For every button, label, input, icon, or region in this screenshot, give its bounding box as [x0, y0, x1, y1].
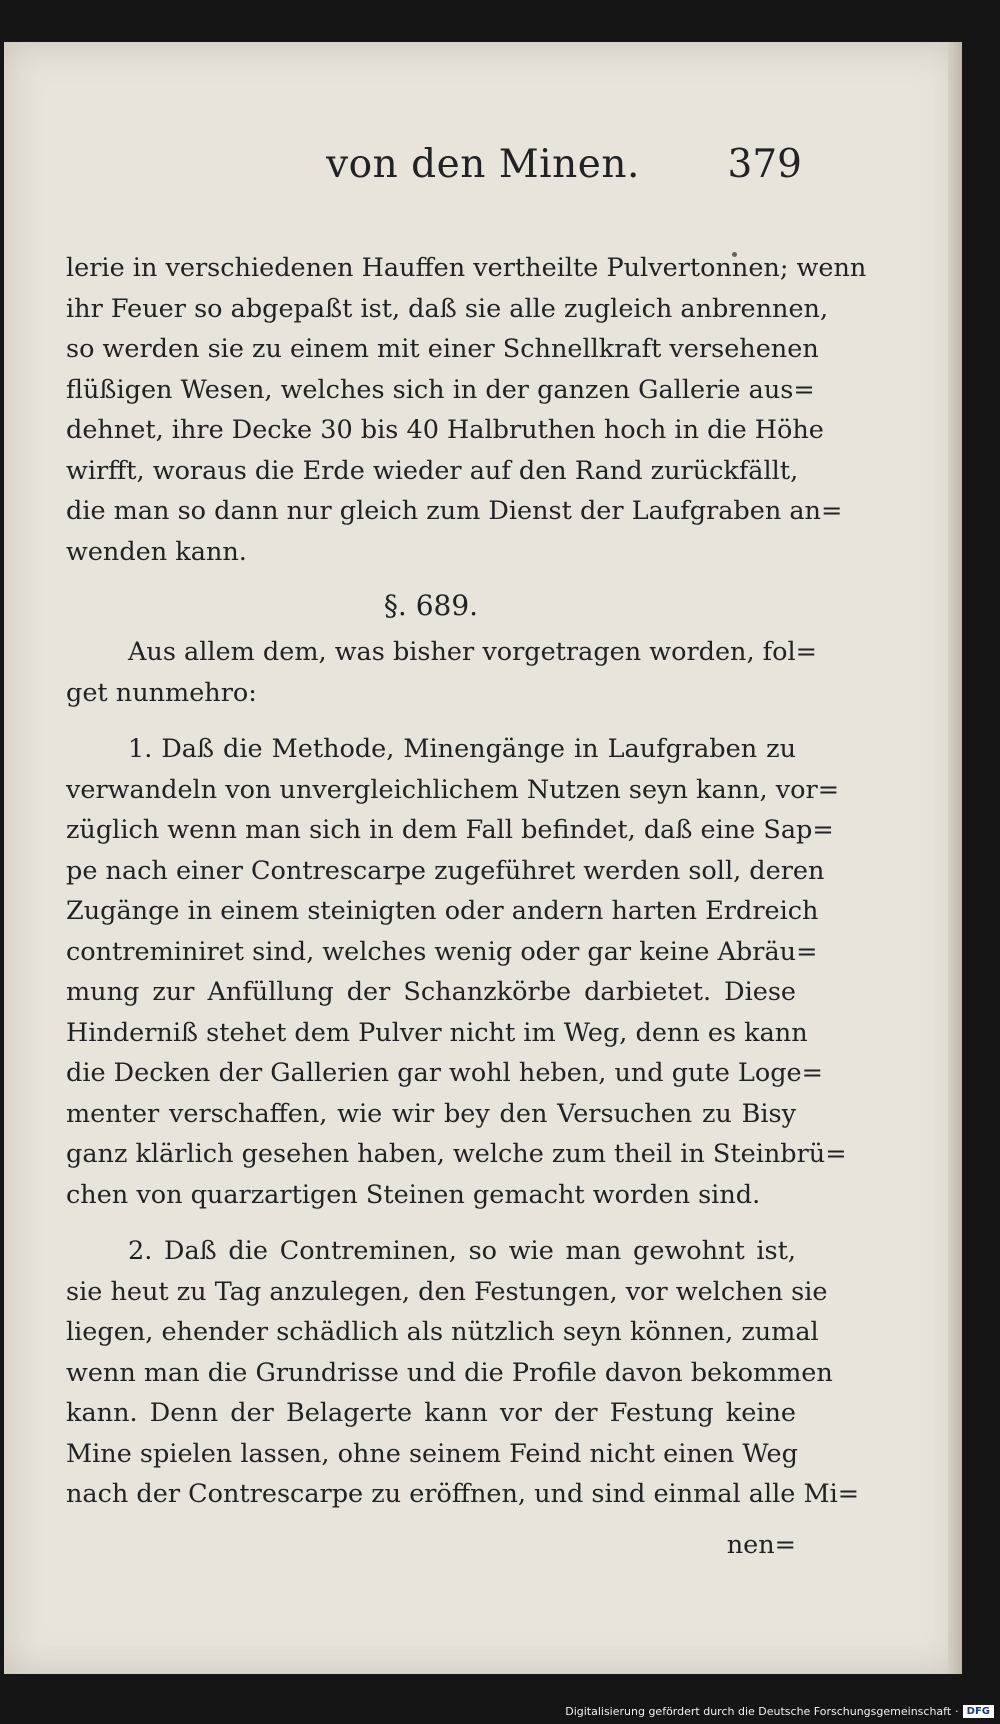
text-line: züglich wenn man sich in dem Fall befindet, daß eine Sap=	[66, 815, 834, 845]
text-line: dehnet, ihre Decke 30 bis 40 Halbruthen hoch in die Höhe	[66, 415, 824, 445]
text-line: die man so dann nur gleich zum Dienst der Laufgraben an=	[66, 496, 843, 526]
text-line: menter verschaffen, wie wir bey den Versuchen zu Bisy	[66, 1098, 796, 1129]
text-line: wenn man die Grundrisse und die Profile davon bekommen	[66, 1357, 833, 1388]
text-line: sie heut zu Tag anzulegen, den Festungen, vor welchen sie	[66, 1276, 828, 1307]
footer-separator: ·	[955, 1705, 959, 1718]
running-title: von den Minen.	[326, 142, 640, 187]
text-line: Mine spielen lassen, ohne seinem Feind nicht einen Weg	[66, 1438, 798, 1469]
text-line: Zugänge in einem steinigten oder andern harten Erdreich	[66, 896, 819, 926]
text-line: nach der Contrescarpe zu eröffnen, und sind einmal alle Mi=	[66, 1479, 860, 1509]
text-line: kann. Denn der Belagerte kann vor der Festung keine	[66, 1398, 796, 1428]
text-line: lerie in verschiedenen Hauffen vertheilte Pulvertonnen; wenn	[66, 253, 867, 283]
text-line: wirfft, woraus die Erde wieder auf den Rand zurückfällt,	[66, 455, 799, 486]
text-line: wenden kann.	[66, 536, 247, 567]
paragraph-continuation	[66, 248, 867, 572]
text-line: ihr Feuer so abgepaßt ist, daß sie alle zugleich anbrennen,	[66, 293, 829, 324]
text-line: 2. Daß die Contreminen, so wie man gewohnt ist,	[128, 1236, 796, 1266]
page-header	[4, 142, 962, 212]
book-page	[4, 42, 962, 1674]
text-line: Hinderniß stehet dem Pulver nicht im Weg, denn es kann	[66, 1017, 808, 1048]
text-line: so werden sie zu einem mit einer Schnellkraft versehenen	[66, 334, 819, 364]
text-line: liegen, ehender schädlich als nützlich seyn können, zumal	[66, 1317, 819, 1347]
intro-paragraph	[66, 632, 817, 713]
text-line: contreminiret sind, welches wenig oder gar keine Abräu=	[66, 936, 818, 967]
text-line: Aus allem dem, was bisher vorgetragen worden, fol=	[128, 637, 817, 667]
dfg-logo-icon: DFG	[963, 1705, 994, 1718]
text-line: flüßigen Wesen, welches sich in der ganzen Gallerie aus=	[66, 374, 815, 405]
footer-text: Digitalisierung gefördert durch die Deutsche Forschungsgemeinschaft	[565, 1705, 952, 1718]
text-line: get nunmehro:	[66, 677, 257, 708]
page-number: 379	[727, 142, 802, 187]
text-line: chen von quarzartigen Steinen gemacht worden sind.	[66, 1179, 761, 1210]
point-1-paragraph	[66, 729, 847, 1215]
text-line: die Decken der Gallerien gar wohl heben, und gute Loge=	[66, 1058, 823, 1088]
catchword: nen=	[726, 1529, 796, 1560]
digitization-footer	[565, 1705, 994, 1718]
text-line: mung zur Anfüllung der Schanzkörbe darbietet. Diese	[66, 977, 796, 1007]
section-heading: §. 689.	[383, 589, 479, 622]
text-line: ganz klärlich gesehen haben, welche zum theil in Steinbrü=	[66, 1139, 847, 1169]
text-line: 1. Daß die Methode, Minengänge in Laufgraben zu	[128, 734, 796, 764]
page-edge	[948, 42, 962, 1674]
point-2-paragraph	[66, 1231, 860, 1515]
text-line: pe nach einer Contrescarpe zugeführet werden soll, deren	[66, 855, 825, 886]
text-body	[66, 248, 867, 1565]
text-line: verwandeln von unvergleichlichem Nutzen seyn kann, vor=	[66, 774, 840, 805]
